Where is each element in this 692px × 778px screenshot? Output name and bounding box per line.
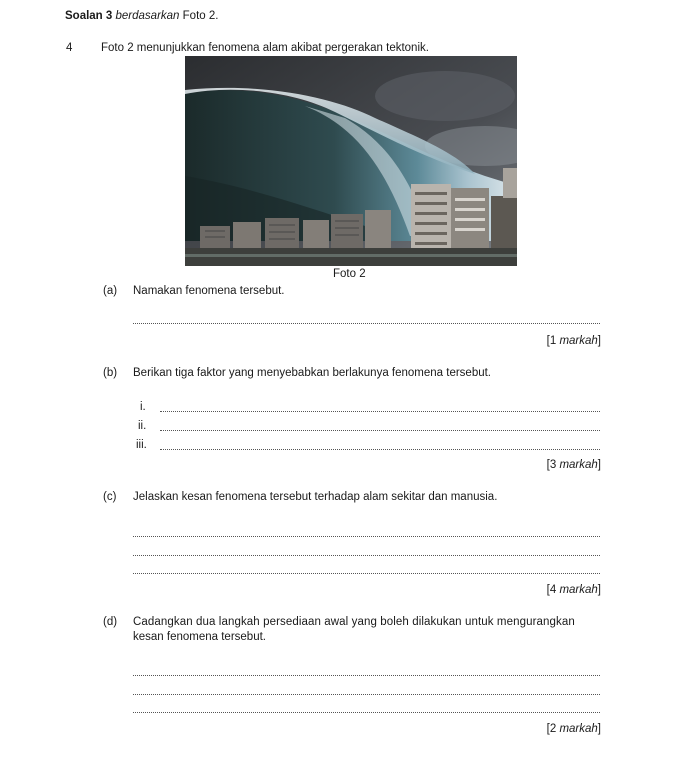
marks-a-word: markah (559, 335, 598, 347)
marks-c-word: markah (559, 584, 598, 596)
marks-d-word: markah (559, 723, 598, 735)
photo-caption: Foto 2 (333, 268, 366, 280)
marks-b-close: ] (597, 459, 601, 471)
part-b-item-3: iii. (136, 439, 147, 451)
part-c-label: (c) (103, 491, 117, 503)
part-b-item-2: ii. (138, 420, 147, 432)
part-b-text: Berikan tiga faktor yang menyebabkan berlakunya fenomena tersebut. (133, 367, 491, 379)
answer-line-b2[interactable] (160, 430, 600, 431)
part-a-label: (a) (103, 285, 118, 297)
header-bold: Soalan 3 (65, 10, 113, 22)
marks-a (547, 335, 601, 347)
section-header (65, 10, 218, 22)
answer-line-b1[interactable] (160, 411, 600, 412)
header-italic: berdasarkan (115, 10, 180, 22)
marks-a-close: ] (597, 335, 601, 347)
marks-a-open: [1 (546, 335, 560, 347)
answer-line-a[interactable] (133, 323, 600, 324)
marks-b-word: markah (559, 459, 598, 471)
marks-b (547, 459, 601, 471)
tsunami-photo (185, 56, 517, 266)
answer-line-d3[interactable] (133, 712, 600, 713)
answer-line-d2[interactable] (133, 694, 600, 695)
part-b-label: (b) (103, 367, 118, 379)
part-c-text: Jelaskan kesan fenomena tersebut terhadap alam sekitar dan manusia. (133, 491, 498, 503)
marks-b-open: [3 (546, 459, 560, 471)
part-a-text: Namakan fenomena tersebut. (133, 285, 285, 297)
header-rest: Foto 2. (182, 10, 219, 22)
marks-d (547, 723, 601, 735)
answer-line-b3[interactable] (160, 449, 600, 450)
part-d-text-line1: Cadangkan dua langkah persediaan awal yang boleh dilakukan untuk mengurangkan (133, 616, 575, 628)
answer-line-c3[interactable] (133, 573, 600, 574)
answer-line-c2[interactable] (133, 555, 600, 556)
question-number: 4 (66, 42, 73, 54)
marks-c-close: ] (597, 584, 601, 596)
answer-line-d1[interactable] (133, 675, 600, 676)
marks-d-open: [2 (546, 723, 560, 735)
marks-d-close: ] (597, 723, 601, 735)
part-b-item-1: i. (140, 401, 146, 413)
marks-c (547, 584, 601, 596)
answer-line-c1[interactable] (133, 536, 600, 537)
marks-c-open: [4 (546, 584, 560, 596)
question-stem: Foto 2 menunjukkan fenomena alam akibat pergerakan tektonik. (101, 42, 429, 54)
part-d-text-line2: kesan fenomena tersebut. (133, 631, 266, 643)
part-d-label: (d) (103, 616, 118, 628)
